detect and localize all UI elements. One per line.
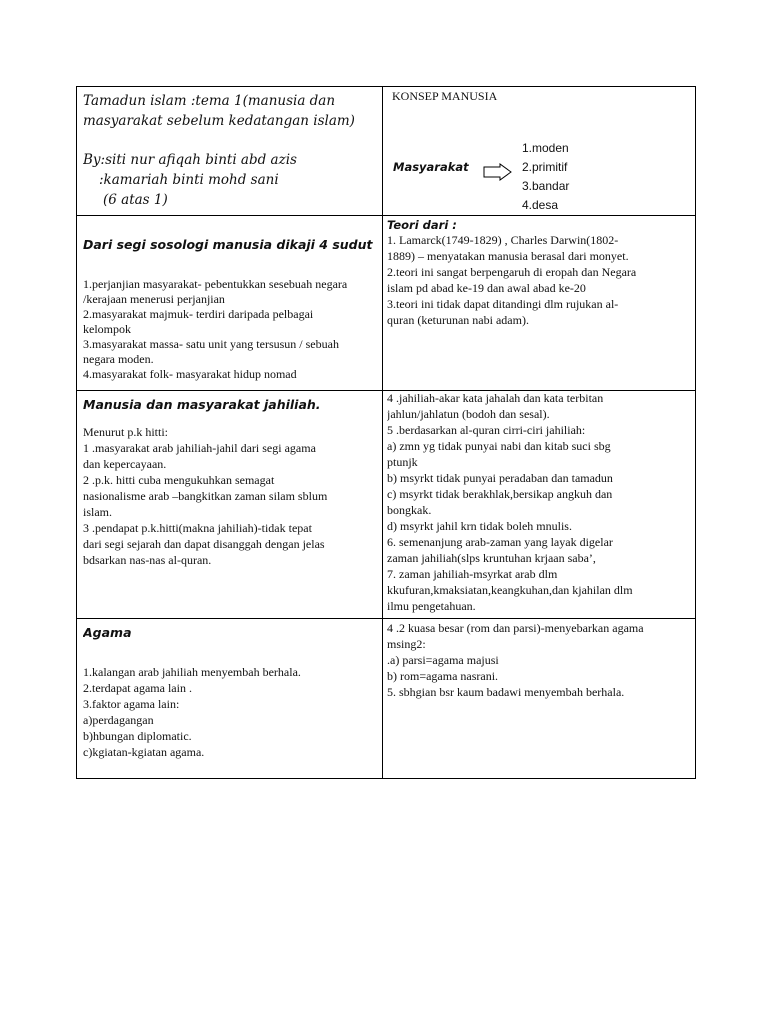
text-line: 2.terdapat agama lain .	[83, 681, 192, 695]
text-line: /kerajaan menerusi perjanjian	[83, 292, 225, 306]
text-line: quran (keturunan nabi adam).	[387, 313, 529, 327]
sosiologi-cell	[83, 237, 380, 389]
text-line: 5. sbhgian bsr kaum badawi menyembah berhala.	[387, 685, 625, 699]
text-line: 1889) – menyatakan manusia berasal dari monyet.	[387, 249, 629, 263]
text-line: b) rom=agama nasrani.	[387, 669, 499, 683]
title-line: masyarakat sebelum kedatangan islam)	[83, 113, 355, 129]
text-line: dan kepercayaan.	[83, 457, 167, 471]
text-line: 3.faktor agama lain:	[83, 697, 180, 711]
text-line: bongkak.	[387, 503, 432, 517]
text-line: a)perdagangan	[83, 713, 154, 727]
author-line: :kamariah binti mohd sani	[99, 172, 279, 188]
author-line: (6 atas 1)	[103, 192, 168, 208]
text-line: 3.teori ini tidak dapat ditandingi dlm rujukan al-	[387, 297, 619, 311]
text-line: jahlun/jahlatun (bodoh dan sesal).	[387, 407, 550, 421]
title-line: Tamadun islam :tema 1(manusia dan	[83, 93, 336, 109]
text-line: 3.masyarakat massa- satu unit yang tersusun / sebuah	[83, 337, 339, 351]
text-line: 5 .berdasarkan al-quran cirri-ciri jahiliah:	[387, 423, 586, 437]
text-line: b)hbungan diplomatic.	[83, 729, 192, 743]
text-line: 4 .jahiliah-akar kata jahalah dan kata terbitan	[387, 391, 604, 405]
text-line: 4 .2 kuasa besar (rom dan parsi)-menyebarkan agama	[387, 621, 644, 635]
list-item: 4.desa	[522, 198, 559, 212]
text-line: nasionalisme arab –bangkitkan zaman silam sblum	[83, 489, 328, 503]
text-line: 1.perjanjian masyarakat- pebentukkan sesebuah negara	[83, 277, 348, 291]
notes-table	[76, 86, 696, 779]
text-line: bdsarkan nas-nas al-quran.	[83, 553, 212, 567]
text-line: b) msyrkt tidak punyai peradaban dan tamadun	[387, 471, 613, 485]
text-line: negara moden.	[83, 352, 154, 366]
konsep-list	[522, 139, 569, 213]
agama-cell	[83, 625, 380, 775]
text-line: 7. zaman jahiliah-msyrkat arab dlm	[387, 567, 558, 581]
list-item: 3.bandar	[522, 179, 570, 193]
list-item: 2.primitif	[522, 160, 568, 174]
text-line: 1.kalangan arab jahiliah menyembah berhala.	[83, 665, 301, 679]
author-line: By:siti nur afiqah binti abd azis	[83, 152, 297, 168]
text-line: 1 .masyarakat arab jahiliah-jahil dari segi agama	[83, 441, 316, 455]
agama-right-cell	[387, 620, 693, 775]
text-line: c) msyrkt tidak berakhlak,bersikap angkuh dan	[387, 487, 613, 501]
intro-text: Menurut p.k hitti:	[83, 425, 168, 439]
text-line: c)kgiatan-kgiatan agama.	[83, 745, 205, 759]
section-heading: Dari segi sosologi manusia dikaji 4 sudut	[83, 237, 373, 252]
section-heading: Teori dari :	[387, 218, 457, 232]
text-line: msing2:	[387, 637, 426, 651]
text-line: islam.	[83, 505, 112, 519]
konsep-cell	[387, 87, 693, 213]
row-divider	[77, 215, 695, 216]
list-item: 1.moden	[522, 141, 569, 155]
text-line: 3 .pendapat p.k.hitti(makna jahiliah)-tidak tepat	[83, 521, 312, 535]
jahiliah-cell	[83, 397, 380, 617]
title-cell	[83, 91, 379, 213]
text-line: 2 .p.k. hitti cuba mengukuhkan semagat	[83, 473, 275, 487]
section-heading: Agama	[83, 625, 132, 640]
text-line: ptunjk	[387, 455, 418, 469]
masyarakat-label: Masyarakat	[393, 160, 469, 174]
text-line: 2.teori ini sangat berpengaruh di eropah dan Negara	[387, 265, 637, 279]
arrow-right-icon	[483, 163, 513, 181]
jahiliah-right-cell	[387, 390, 693, 618]
text-line: 1. Lamarck(1749-1829) , Charles Darwin(1802-	[387, 233, 619, 247]
text-line: kkufuran,kmaksiatan,keangkuhan,dan kjahilan dlm	[387, 583, 633, 597]
text-line: kelompok	[83, 322, 131, 336]
text-line: 2.masyarakat majmuk- terdiri daripada pelbagai	[83, 307, 314, 321]
text-line: 6. semenanjung arab-zaman yang layak digelar	[387, 535, 613, 549]
text-line: .a) parsi=agama majusi	[387, 653, 499, 667]
teori-cell	[387, 218, 693, 388]
text-line: a) zmn yg tidak punyai nabi dan kitab suci sbg	[387, 439, 611, 453]
konsep-title: KONSEP MANUSIA	[392, 89, 498, 103]
column-divider	[382, 87, 383, 778]
text-line: dari segi sejarah dan dapat disanggah dengan jelas	[83, 537, 325, 551]
row-divider	[77, 618, 695, 619]
text-line: 4.masyarakat folk- masyarakat hidup nomad	[83, 367, 297, 381]
text-line: islam pd abad ke-19 dan awal abad ke-20	[387, 281, 586, 295]
text-line: d) msyrkt jahil krn tidak boleh mnulis.	[387, 519, 572, 533]
section-heading: Manusia dan masyarakat jahiliah.	[83, 397, 321, 412]
text-line: ilmu pengetahuan.	[387, 599, 476, 613]
text-line: zaman jahiliah(slps kruntuhan krjaan saba’,	[387, 551, 596, 565]
